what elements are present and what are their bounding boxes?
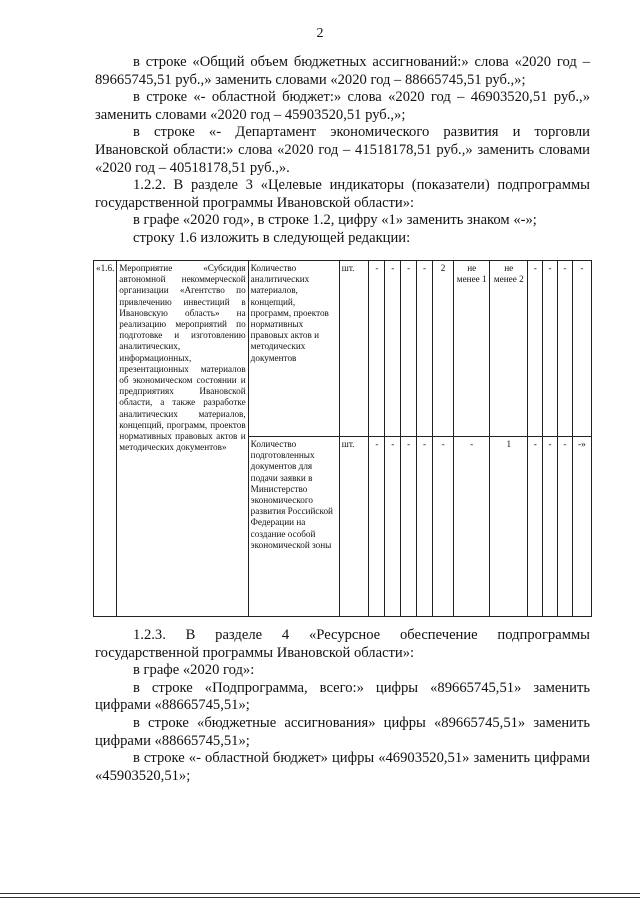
value-cell: - bbox=[417, 437, 433, 617]
unit-cell: шт. bbox=[339, 437, 369, 617]
body-text-bottom bbox=[95, 627, 590, 785]
paragraph: в графе «2020 год», в строке 1.2, цифру «1» заменить знаком «-»; bbox=[133, 212, 537, 229]
measure-cell: Мероприятие «Субсидия автономной некоммерческой организации «Агентство по привлечению инвестиций в Ивановскую область» на реализацию мероприятий по подготовке и изготовлению аналитических, информационных, презентационных материалов об экономическом состоянии и предприятиях Ивановской области, а также разработке аналитических материалов, концепций, программ, проектов нормативных правовых актов и методических документов» bbox=[117, 261, 248, 617]
value-cell: - bbox=[417, 261, 433, 437]
paragraph: в строке «бюджетные ассигнования» цифры «89665745,51» заменить цифрами «88665745,51»; bbox=[95, 714, 590, 749]
body-text-top bbox=[95, 54, 590, 248]
page-number: 2 bbox=[316, 26, 324, 41]
value-cell: - bbox=[528, 261, 543, 437]
value-cell: - bbox=[543, 437, 558, 617]
value-cell: - bbox=[572, 261, 591, 437]
paragraph: в строке «- Департамент экономического развития и торговли Ивановской области:» слова «2020 год – 41518178,51 руб.,» заменить словами «2020 год – 40518178,51 руб.,». bbox=[95, 124, 590, 176]
value-cell: не менее 2 bbox=[490, 261, 528, 437]
paragraph: в графе «2020 год»: bbox=[133, 662, 255, 679]
value-cell: - bbox=[385, 261, 401, 437]
value-cell: - bbox=[401, 437, 417, 617]
value-cell: - bbox=[401, 261, 417, 437]
unit-cell: шт. bbox=[339, 261, 369, 437]
value-cell: - bbox=[558, 437, 573, 617]
paragraph: в строке «- областной бюджет» цифры «46903520,51» заменить цифрами «45903520,51»; bbox=[95, 750, 590, 784]
value-cell: - bbox=[385, 437, 401, 617]
value-cell: - bbox=[369, 261, 385, 437]
paragraph: в строке «- областной бюджет:» слова «2020 год – 46903520,51 руб.,» заменить словами «2020 год – 45903520,51 руб.,»; bbox=[95, 89, 590, 123]
paragraph: 1.2.3. В разделе 4 «Ресурсное обеспечение подпрограммы государственной программы Ивановской области»: bbox=[95, 627, 590, 661]
paragraph: строку 1.6 изложить в следующей редакции: bbox=[133, 229, 411, 246]
value-cell: 2 bbox=[433, 261, 454, 437]
value-cell: - bbox=[369, 437, 385, 617]
value-cell: - bbox=[543, 261, 558, 437]
bottom-rule bbox=[0, 893, 640, 894]
indicator-cell: Количество подготовленных документов для подачи заявки в Министерство экономического развития Российской Федерации на создание особой экономической зоны bbox=[248, 437, 339, 617]
paragraph: в строке «Общий объем бюджетных ассигнований:» слова «2020 год – 89665745,51 руб.,» заменить словами «2020 год – 88665745,51 руб.,»; bbox=[95, 54, 590, 88]
table-row bbox=[94, 261, 592, 437]
row-number-cell: «1.6. bbox=[94, 261, 117, 617]
value-cell: - bbox=[433, 437, 454, 617]
value-cell: 1 bbox=[490, 437, 528, 617]
bottom-rule bbox=[0, 897, 640, 898]
paragraph: в строке «Подпрограмма, всего:» цифры «89665745,51» заменить цифрами «88665745,51»; bbox=[95, 679, 590, 714]
value-cell: -» bbox=[572, 437, 591, 617]
indicator-table bbox=[93, 260, 592, 617]
value-cell: - bbox=[528, 437, 543, 617]
indicator-cell: Количество аналитических материалов, концепций, программ, проектов нормативных правовых актов и методических документов bbox=[248, 261, 339, 437]
paragraph: 1.2.2. В разделе 3 «Целевые индикаторы (показатели) подпрограммы государственной программы Ивановской области»: bbox=[95, 177, 590, 211]
value-cell: - bbox=[454, 437, 490, 617]
value-cell: не менее 1 bbox=[454, 261, 490, 437]
value-cell: - bbox=[558, 261, 573, 437]
